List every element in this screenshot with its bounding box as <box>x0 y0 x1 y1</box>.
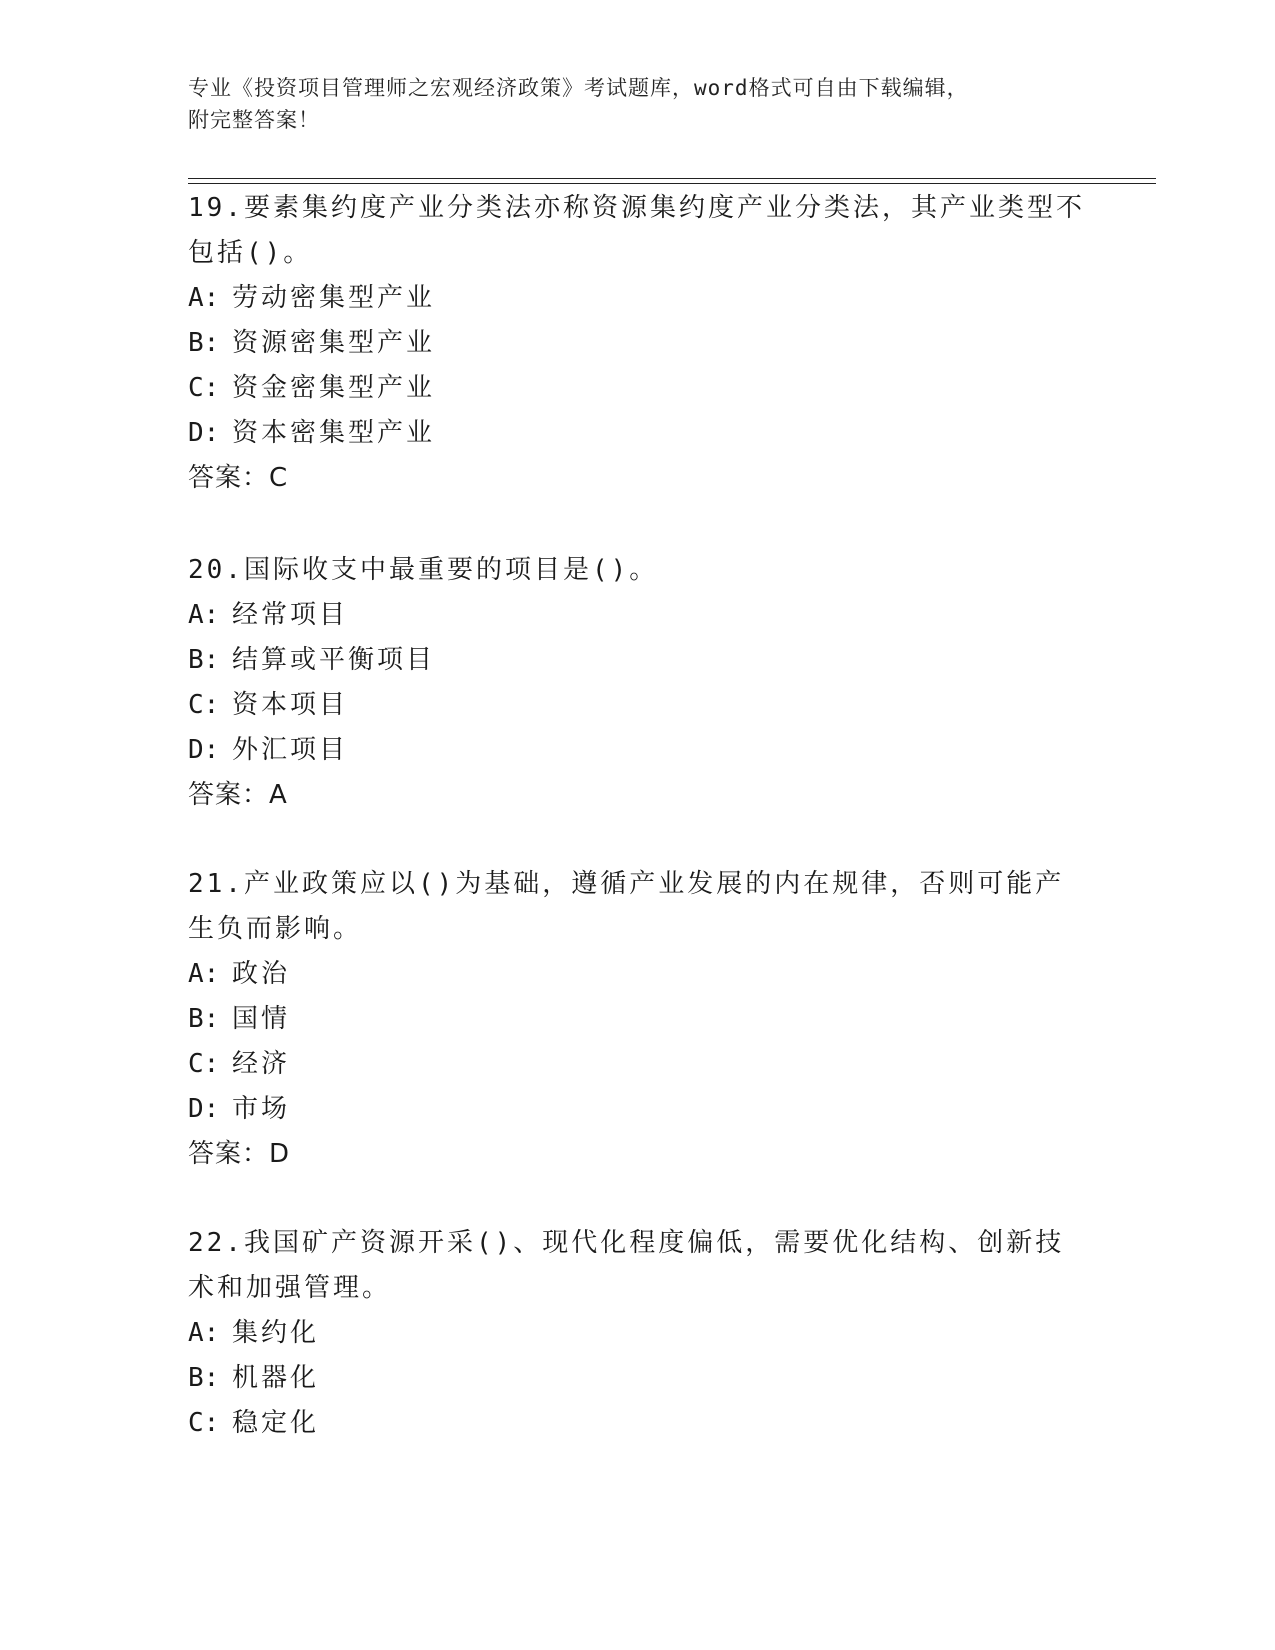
option-letter: C: <box>188 373 220 403</box>
option-text: 经济 <box>232 1049 291 1079</box>
question-stem: 21.产业政策应以()为基础，遵循产业发展的内在规律，否则可能产生负而影响。 <box>188 869 1065 944</box>
option-b <box>188 1356 1088 1401</box>
answer-prefix: 答案： <box>188 780 270 810</box>
option-letter: A: <box>188 1318 220 1348</box>
option-d <box>188 728 1088 773</box>
option-d <box>188 411 1088 456</box>
answer-line <box>188 456 1088 501</box>
option-text: 稳定化 <box>232 1408 320 1438</box>
header-divider-top <box>188 178 1156 179</box>
option-letter: B: <box>188 645 220 675</box>
option-text: 资源密集型产业 <box>232 328 436 358</box>
option-letter: B: <box>188 1004 220 1034</box>
option-d <box>188 1087 1088 1132</box>
option-letter: B: <box>188 328 220 358</box>
option-letter: C: <box>188 1049 220 1079</box>
answer-prefix: 答案： <box>188 1139 270 1169</box>
question-19 <box>188 186 1088 501</box>
option-letter: D: <box>188 1094 220 1124</box>
question-stem: 20.国际收支中最重要的项目是()。 <box>188 555 659 585</box>
question-22 <box>188 1221 1088 1446</box>
option-a <box>188 593 1088 638</box>
option-a <box>188 952 1088 997</box>
header-divider-bottom <box>188 183 1156 184</box>
option-letter: D: <box>188 735 220 765</box>
option-letter: A: <box>188 959 220 989</box>
option-letter: A: <box>188 600 220 630</box>
question-stem: 19.要素集约度产业分类法亦称资源集约度产业分类法，其产业类型不包括()。 <box>188 193 1085 268</box>
option-letter: A: <box>188 283 220 313</box>
header-line-2: 附完整答案！ <box>188 108 320 132</box>
option-text: 资本密集型产业 <box>232 418 436 448</box>
option-text: 外汇项目 <box>232 735 349 765</box>
document-header <box>188 72 1088 136</box>
option-text: 国情 <box>232 1004 291 1034</box>
option-text: 市场 <box>232 1094 291 1124</box>
option-letter: D: <box>188 418 220 448</box>
option-text: 劳动密集型产业 <box>232 283 436 313</box>
option-text: 政治 <box>232 959 291 989</box>
answer-value: A <box>269 780 288 810</box>
option-b <box>188 321 1088 366</box>
option-b <box>188 997 1088 1042</box>
question-20 <box>188 548 1088 818</box>
question-21 <box>188 862 1088 1177</box>
option-letter: C: <box>188 690 220 720</box>
question-stem: 22.我国矿产资源开采()、现代化程度偏低，需要优化结构、创新技术和加强管理。 <box>188 1228 1065 1303</box>
option-letter: B: <box>188 1363 220 1393</box>
option-b <box>188 638 1088 683</box>
answer-value: D <box>269 1139 291 1169</box>
option-text: 资金密集型产业 <box>232 373 436 403</box>
option-text: 经常项目 <box>232 600 349 630</box>
option-a <box>188 1311 1088 1356</box>
answer-value: C <box>269 463 289 493</box>
option-text: 集约化 <box>232 1318 320 1348</box>
header-line-1: 专业《投资项目管理师之宏观经济政策》考试题库，word格式可自由下载编辑， <box>188 76 969 100</box>
option-c <box>188 366 1088 411</box>
option-a <box>188 276 1088 321</box>
option-text: 机器化 <box>232 1363 320 1393</box>
option-c <box>188 1401 1088 1446</box>
answer-prefix: 答案： <box>188 463 270 493</box>
option-letter: C: <box>188 1408 220 1438</box>
answer-line <box>188 1132 1088 1177</box>
answer-line <box>188 773 1088 818</box>
option-text: 结算或平衡项目 <box>232 645 436 675</box>
option-c <box>188 683 1088 728</box>
option-c <box>188 1042 1088 1087</box>
option-text: 资本项目 <box>232 690 349 720</box>
